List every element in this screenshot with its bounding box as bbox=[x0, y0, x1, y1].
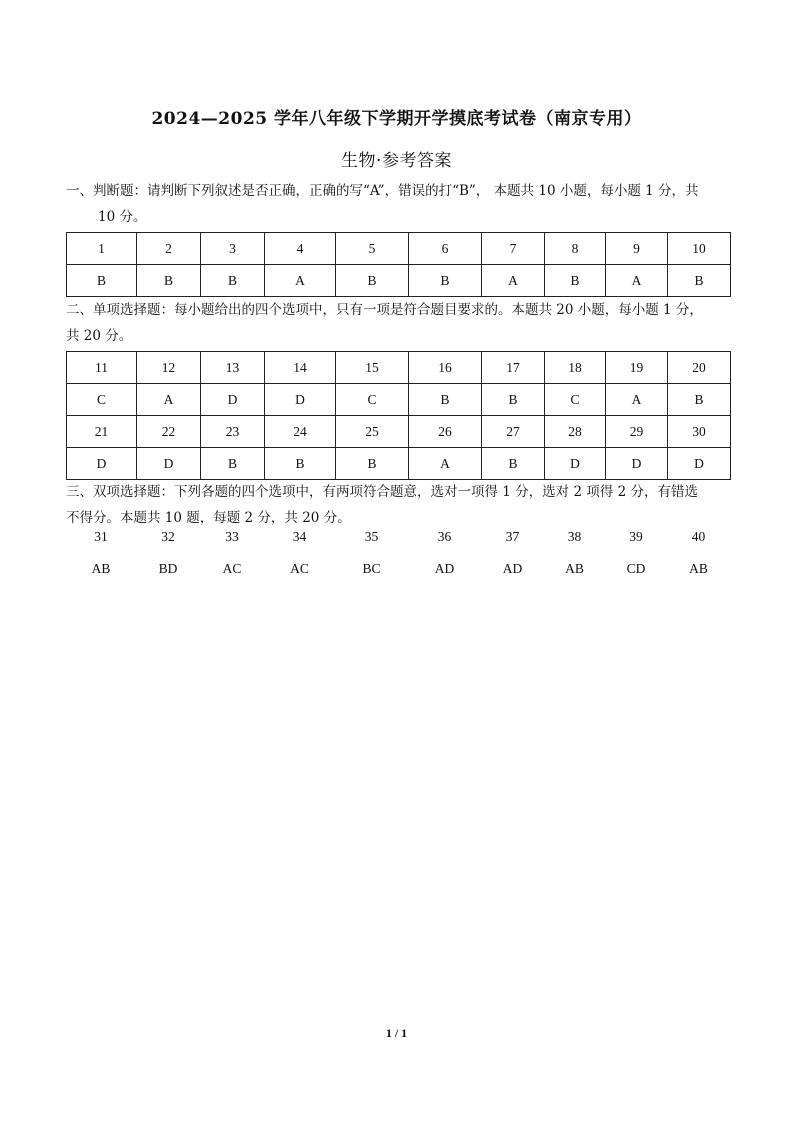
section3-heading-line2: 不得分。本题共 10 题，每题 2 分，共 20 分。 bbox=[66, 510, 351, 526]
answer-cell: C bbox=[336, 384, 409, 416]
section2-heading-line2: 共 20 分。 bbox=[66, 328, 133, 344]
question-number-cell: 30 bbox=[668, 416, 731, 448]
answer-cell: B bbox=[67, 265, 137, 297]
question-number-cell: 3 bbox=[201, 233, 265, 265]
question-number-cell: 12 bbox=[137, 352, 201, 384]
question-number-cell: 21 bbox=[67, 416, 137, 448]
question-number-cell: 8 bbox=[545, 233, 606, 265]
answer-row bbox=[67, 448, 731, 480]
page-subtitle: 生物·参考答案 bbox=[341, 151, 452, 171]
question-number-cell: 27 bbox=[482, 416, 545, 448]
question-number-cell: 25 bbox=[336, 416, 409, 448]
answer-cell: AB bbox=[565, 561, 584, 576]
answer-cell: B bbox=[336, 448, 409, 480]
section1-answer-table bbox=[66, 232, 731, 297]
section3-heading-line1: 三、双项选择题：下列各题的四个选项中，有两项符合题意，选对一项得 1 分，选对 2 项得 2 分，有错选 bbox=[66, 484, 699, 500]
question-number-cell: 35 bbox=[364, 529, 379, 544]
answer-row bbox=[67, 265, 731, 297]
answer-cell: AB bbox=[689, 561, 708, 576]
answer-cell: B bbox=[482, 384, 545, 416]
answer-cell: A bbox=[265, 265, 336, 297]
answer-cell: A bbox=[606, 384, 668, 416]
answer-cell: B bbox=[545, 265, 606, 297]
question-number-cell: 15 bbox=[336, 352, 409, 384]
question-number-cell: 24 bbox=[265, 416, 336, 448]
question-number-cell: 4 bbox=[265, 233, 336, 265]
answer-cell: B bbox=[137, 265, 201, 297]
page-title: 2024—2025 学年八年级下学期开学摸底考试卷（南京专用） bbox=[151, 109, 642, 129]
answer-cell: CD bbox=[626, 561, 646, 576]
question-number-cell: 13 bbox=[201, 352, 265, 384]
page-number: 1 / 1 bbox=[385, 1026, 408, 1040]
question-number-cell: 33 bbox=[225, 529, 239, 544]
answer-cell: B bbox=[668, 384, 731, 416]
answer-cell: C bbox=[67, 384, 137, 416]
section2-heading-line1: 二、单项选择题：每小题给出的四个选项中，只有一项是符合题目要求的。本题共 20 小题，每小题 1 分， bbox=[66, 302, 703, 318]
question-number-cell: 20 bbox=[668, 352, 731, 384]
answer-cell: AD bbox=[502, 561, 523, 576]
question-number-cell: 5 bbox=[336, 233, 409, 265]
answer-cell: D bbox=[668, 448, 731, 480]
answer-cell: D bbox=[265, 384, 336, 416]
question-number-cell: 18 bbox=[545, 352, 606, 384]
question-number-cell: 29 bbox=[606, 416, 668, 448]
answer-cell: B bbox=[265, 448, 336, 480]
question-number-cell: 23 bbox=[201, 416, 265, 448]
answer-row bbox=[66, 553, 730, 585]
answer-cell: D bbox=[137, 448, 201, 480]
answer-cell: A bbox=[137, 384, 201, 416]
question-number-cell: 11 bbox=[67, 352, 137, 384]
question-number-cell: 39 bbox=[629, 529, 643, 544]
question-number-cell: 22 bbox=[137, 416, 201, 448]
section2-heading bbox=[66, 297, 730, 349]
answer-row bbox=[67, 384, 731, 416]
answer-cell: B bbox=[409, 265, 482, 297]
question-number-cell: 14 bbox=[265, 352, 336, 384]
question-number-cell: 40 bbox=[691, 529, 706, 544]
question-number-cell: 1 bbox=[67, 233, 137, 265]
question-number-cell: 28 bbox=[545, 416, 606, 448]
question-number-cell: 37 bbox=[505, 529, 520, 544]
question-number-cell: 6 bbox=[409, 233, 482, 265]
answer-cell: A bbox=[409, 448, 482, 480]
question-number-row bbox=[66, 521, 730, 553]
question-number-cell: 26 bbox=[409, 416, 482, 448]
answer-cell: B bbox=[336, 265, 409, 297]
question-number-cell: 19 bbox=[606, 352, 668, 384]
answer-cell: AC bbox=[290, 561, 309, 576]
answer-cell: B bbox=[201, 265, 265, 297]
section1-heading bbox=[66, 178, 730, 230]
answer-cell: AB bbox=[91, 561, 111, 576]
answer-cell: D bbox=[67, 448, 137, 480]
question-number-cell: 17 bbox=[482, 352, 545, 384]
question-number-cell: 7 bbox=[482, 233, 545, 265]
answer-cell: B bbox=[668, 265, 731, 297]
answer-cell: A bbox=[482, 265, 545, 297]
question-number-cell: 16 bbox=[409, 352, 482, 384]
question-number-cell: 36 bbox=[437, 529, 452, 544]
answer-cell: C bbox=[545, 384, 606, 416]
answer-cell: D bbox=[201, 384, 265, 416]
answer-cell: B bbox=[482, 448, 545, 480]
question-number-row bbox=[67, 233, 731, 265]
question-number-cell: 9 bbox=[606, 233, 668, 265]
question-number-cell: 2 bbox=[137, 233, 201, 265]
answer-cell: BD bbox=[158, 561, 178, 576]
question-number-cell: 10 bbox=[668, 233, 731, 265]
answer-cell: B bbox=[201, 448, 265, 480]
answer-cell: AC bbox=[222, 561, 242, 576]
question-number-cell: 31 bbox=[94, 529, 108, 544]
question-number-cell: 34 bbox=[292, 529, 307, 544]
answer-cell: A bbox=[606, 265, 668, 297]
question-number-row bbox=[67, 416, 731, 448]
section2-answer-table bbox=[66, 351, 731, 480]
question-number-cell: 32 bbox=[161, 529, 175, 544]
answer-cell: AD bbox=[434, 561, 455, 576]
section3-answer-table bbox=[66, 521, 730, 585]
answer-cell: B bbox=[409, 384, 482, 416]
question-number-row bbox=[67, 352, 731, 384]
question-number-cell: 38 bbox=[567, 529, 582, 544]
answer-cell: BC bbox=[362, 561, 381, 576]
answer-cell: D bbox=[545, 448, 606, 480]
answer-cell: D bbox=[606, 448, 668, 480]
section1-heading-line2: 10 分。 bbox=[98, 209, 147, 225]
section1-heading-line1: 一、判断题：请判断下列叙述是否正确，正确的写“A”，错误的打“B”， 本题共 10 小题，每小题 1 分，共 bbox=[66, 183, 699, 199]
